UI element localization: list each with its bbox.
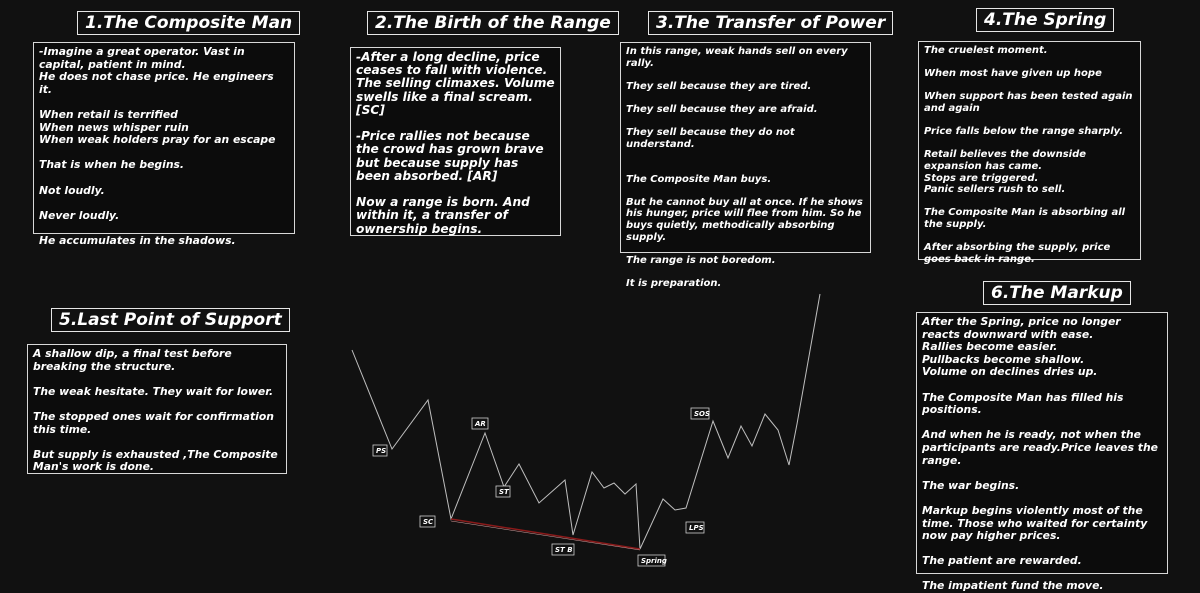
panel-5-text: A shallow dip, a final test before breaking the structure. The weak hesitate. They wait for lower. The stopped ones wait for confirmation this time. But supply is exhausted ,The Composite Man's work is done. [33, 347, 278, 474]
panel-2-text: -After a long decline, price ceases to fall with violence. The selling climaxes. Volume swells like a final scream. [SC] -Price rallies not because the crowd has grown brave but because supply has been absorbed. [AR] Now a range is born. And within it, a transfer of ownership begins. [356, 50, 555, 236]
support-line-inner [451, 521, 640, 550]
panel-3-title: 3.The Transfer of Power [648, 11, 893, 35]
label-spring-text: Spring [641, 557, 667, 565]
label-st-b [552, 544, 574, 555]
label-sc-text: SC [423, 518, 434, 526]
label-st [496, 486, 510, 497]
support-line [451, 519, 640, 549]
panel-2-title: 2.The Birth of the Range [367, 11, 619, 35]
panel-4-title: 4.The Spring [976, 8, 1114, 32]
label-st-text: ST [499, 488, 509, 496]
price-path [352, 294, 820, 549]
label-lps-text: LPS [689, 524, 704, 532]
label-spring [638, 555, 667, 566]
panel-3-text: In this range, weak hands sell on every rally. They sell because they are tired. They sell because they are afraid. They sell because they do not understand. The Composite Man buys. But he cannot buy all at once. If he shows his hunger, price will flee from him. So he buys quietly, methodically absorbing supply. The range is not boredom. It is preparation. [626, 46, 863, 289]
label-ps [373, 445, 387, 456]
label-lps [686, 522, 704, 533]
panel-4-text: The cruelest moment. When most have given up hope When support has been tested again and again Price falls below the range sharply. Retail believes the downside expansion has came. Stops are triggered. Panic sellers rush to sell. The Composite Man is absorbing all the supply. After absorbing the supply, price goes back in range. [924, 45, 1133, 265]
label-ar [472, 418, 488, 429]
label-ps-text: PS [376, 447, 387, 455]
label-sos [691, 408, 710, 419]
panel-6-text: After the Spring, price no longer reacts downward with ease. Rallies become easier. Pullbacks become shallow. Volume on declines dries up. The Composite Man has filled his positions. And when he is ready, not when the participants are ready.Price leaves the range. The war begins. Markup begins violently most of the time. Those who waited for certainty now pay higher prices. The patient are rewarded. The impatient fund the move. [922, 315, 1158, 593]
label-sc [420, 516, 435, 527]
panel-1-title: 1.The Composite Man [77, 11, 300, 35]
label-sos-text: SOS [694, 410, 711, 418]
panel-1-text: -Imagine a great operator. Vast in capital, patient in mind. He does not chase price. He engineers it. When retail is terrified When news whisper ruin When weak holders pray for an escape That is when he begins. Not loudly. Never loudly. He accumulates in the shadows. [39, 45, 276, 247]
panel-5-title: 5.Last Point of Support [51, 308, 290, 332]
label-st-b-text: ST B [555, 546, 573, 554]
label-ar-text: AR [475, 420, 486, 428]
panel-6-title: 6.The Markup [983, 281, 1131, 305]
